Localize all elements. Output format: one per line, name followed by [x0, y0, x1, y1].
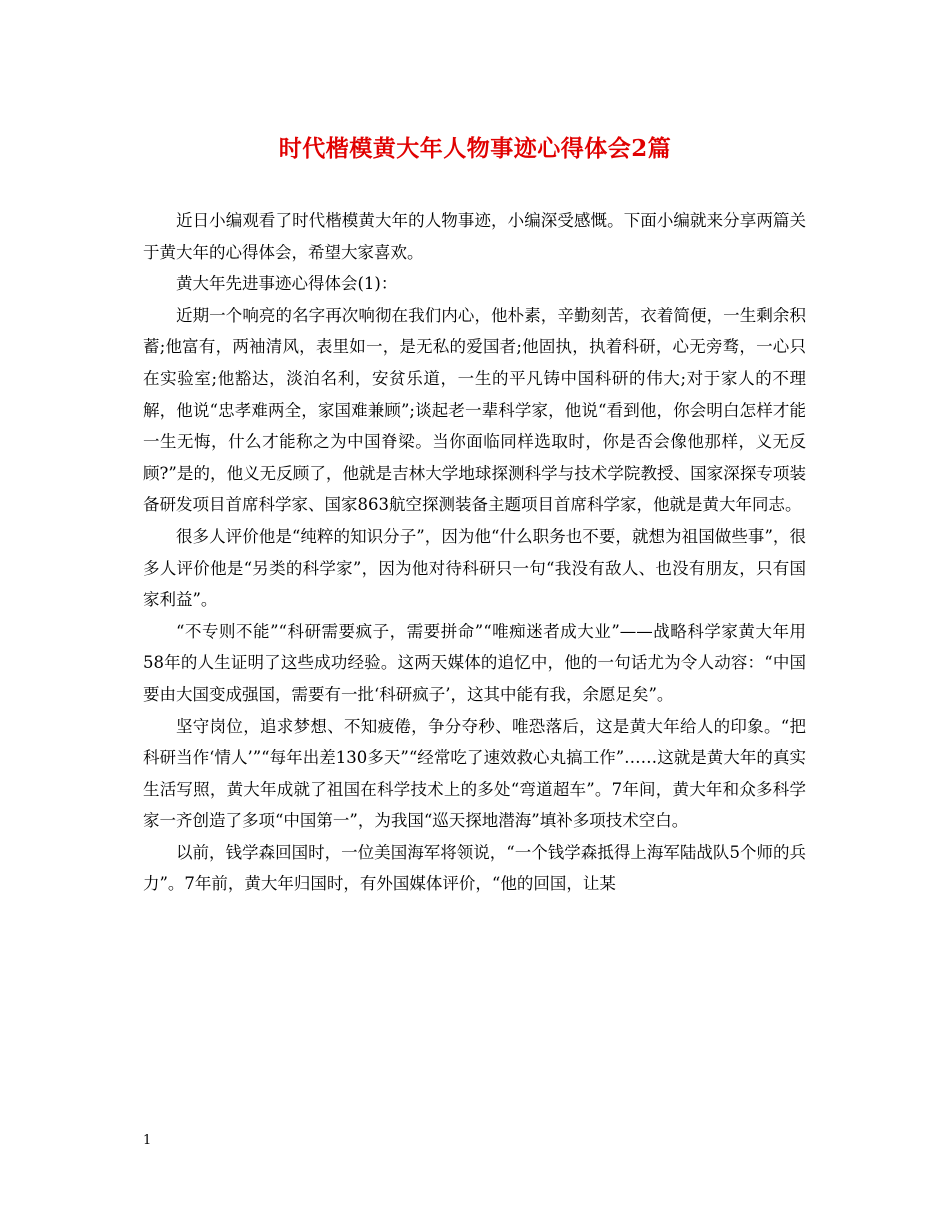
paragraph-intro: 近日小编观看了时代楷模黄大年的人物事迹，小编深受感慨。下面小编就来分享两篇关于黄大年的心得体会，希望大家喜欢。	[143, 211, 806, 262]
page-number: 1	[143, 1133, 152, 1148]
paragraph: 近期一个响亮的名字再次响彻在我们内心，他朴素，辛勤刻苦，衣着简便，一生剩余积蓄;他富有，两袖清风，表里如一，是无私的爱国者;他固执，执着科研，心无旁骛，一心只在实验室;他豁达，淡泊名利，安贫乐道，一生的平凡铸中国科研的伟大;对于家人的不理解，他说“忠孝难两全，家国难兼顾”;谈起老一辈科学家，他说“看到他，你会明白怎样才能一生无悔，什么才能称之为中国脊梁。当你面临同样选取时，你是否会像他那样，义无反顾?”是的，他义无反顾了，他就是吉林大学地球探测科学与技术学院教授、国家深探专项装备研发项目首席科学家、国家863航空探测装备主题项目首席科学家，他就是黄大年同志。	[143, 305, 806, 515]
document-body	[143, 205, 806, 900]
document-title: 时代楷模黄大年人物事迹心得体会2篇	[278, 135, 672, 162]
paragraph: 坚守岗位，追求梦想、不知疲倦，争分夺秒、唯恐落后，这是黄大年给人的印象。“把科研当作‘情人’”“每年出差130多天”“经常吃了速效救心丸搞工作”……这就是黄大年的真实生活写照，黄大年成就了祖国在科学技术上的多处“弯道超车”。7年间，黄大年和众多科学家一齐创造了多项“中国第一”，为我国“巡天探地潜海”填补多项技术空白。	[143, 716, 806, 831]
paragraph: 以前，钱学森回国时，一位美国海军将领说，“一个钱学森抵得上海军陆战队5个师的兵力”。7年前，黄大年归国时，有外国媒体评价，“他的回国，让某	[143, 842, 806, 894]
paragraph: “不专则不能”“科研需要疯子，需要拼命”“唯痴迷者成大业”——战略科学家黄大年用58年的人生证明了这些成功经验。这两天媒体的追忆中，他的一句话尤为令人动容：“中国要由大国变成强国，需要有一批‘科研疯子’，这其中能有我，余愿足矣”。	[143, 621, 806, 704]
section-heading: 黄大年先进事迹心得体会(1)：	[176, 274, 398, 294]
paragraph: 很多人评价他是“纯粹的知识分子”，因为他“什么职务也不要，就想为祖国做些事”，很多人评价他是“另类的科学家”，因为他对待科研只一句“我没有敌人、也没有朋友，只有国家利益”。	[143, 526, 806, 610]
